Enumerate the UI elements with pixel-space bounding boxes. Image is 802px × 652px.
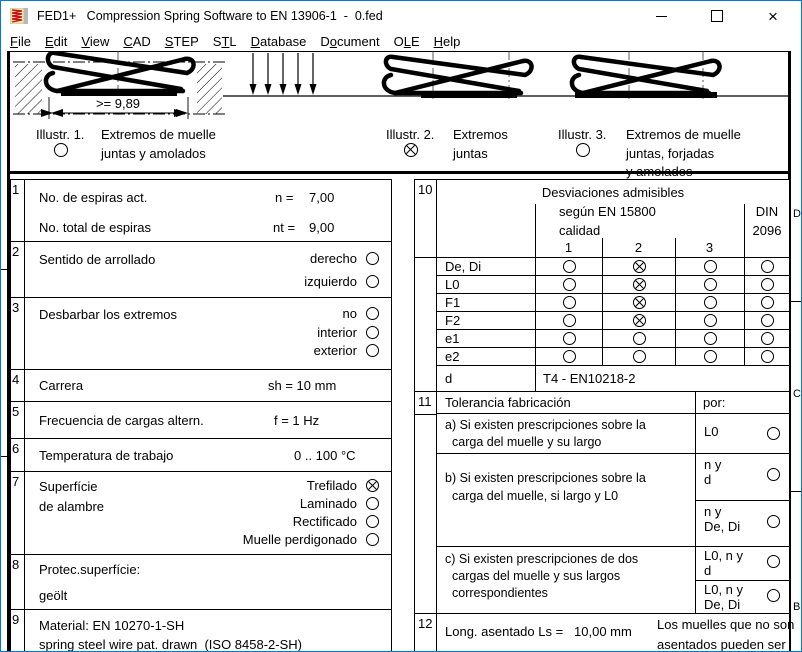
section-2: [11, 242, 391, 298]
deviation-cell: [602, 258, 675, 275]
illustr-3-radio[interactable]: [576, 143, 590, 157]
deviation-radio-e2-q2[interactable]: [633, 350, 646, 363]
illustr-3-line1: Extremos de muelle: [626, 127, 741, 142]
option-interior-label: interior: [317, 325, 357, 340]
deviation-row-f2: [437, 312, 789, 330]
window-title: FED1+ Compression Spring Software to EN 13906-1 - 0.fed: [37, 9, 383, 23]
deviation-radio-e2-din[interactable]: [761, 350, 774, 363]
row-a-line1: a) Si existen prescripciones sobre la: [445, 418, 646, 432]
illustr-1-line2: juntas y amolados: [101, 146, 206, 161]
deviation-cell: [744, 348, 789, 365]
section-7-number: 7: [11, 472, 25, 554]
section-3: [11, 298, 391, 370]
section-8-number: 8: [11, 555, 25, 609]
section-2-number: 2: [11, 242, 25, 297]
app-icon: [10, 8, 28, 24]
deviation-row-label: F1: [445, 295, 461, 310]
deviation-radio-l0-q3[interactable]: [704, 278, 717, 291]
menu-bar: [3, 31, 801, 51]
option-interior-radio[interactable]: [366, 326, 379, 339]
deviation-cell: [675, 330, 744, 347]
working-temperature-label: Temperatura de trabajo: [39, 448, 174, 463]
option-no-label: no: [342, 306, 357, 321]
deviation-radio-f2-q2[interactable]: [633, 314, 646, 327]
menu-help[interactable]: Help: [433, 33, 461, 49]
surface-protection-value: geölt: [39, 588, 68, 603]
row-a-line2: carga del muelle y su largo: [452, 435, 602, 449]
deviation-radio-f1-q2[interactable]: [633, 296, 646, 309]
deviation-radio-dedi-q3[interactable]: [704, 260, 717, 273]
menu-step[interactable]: STEP: [164, 33, 199, 49]
row-c-cell1-line1: L0, n y: [704, 548, 744, 563]
deviation-cell: [535, 276, 602, 293]
deviation-radio-e1-q1[interactable]: [563, 332, 576, 345]
section-11-number: 11: [415, 394, 436, 415]
frame-tick: [1, 456, 7, 457]
section-9-number: 9: [11, 610, 25, 652]
deviation-radio-f1-din[interactable]: [761, 296, 774, 309]
deviation-radio-e1-q2[interactable]: [633, 332, 646, 345]
title-bar[interactable]: [1, 1, 801, 31]
menu-cad[interactable]: CAD: [123, 33, 151, 49]
row-c-line2: cargas del muelle y sus largos: [452, 569, 621, 583]
section-11: [415, 392, 789, 614]
surface-protection-label: Protec.superfície:: [39, 562, 141, 577]
section-8: [11, 555, 391, 610]
deviation-radio-e1-q3[interactable]: [704, 332, 717, 345]
option-exterior-label: exterior: [313, 343, 357, 358]
deviation-cell: [602, 348, 675, 365]
quality-col-3: 3: [705, 240, 714, 255]
deviation-cell: [744, 276, 789, 293]
section-10: [415, 180, 789, 392]
total-coils-label: No. total de espiras: [39, 220, 152, 235]
deviation-row-label: L0: [445, 277, 460, 292]
deviation-row-e2: [437, 348, 789, 366]
row-c-line1: c) Si existen prescripciones de dos: [445, 552, 639, 566]
load-arrows: [250, 53, 317, 95]
option-izquierdo-label: izquierdo: [304, 274, 357, 289]
material-line2: spring steel wire pat. drawn (ISO 8458-2-SH): [39, 637, 302, 652]
menu-document[interactable]: Document: [320, 33, 380, 49]
illustr-2-line1: Extremos: [453, 127, 508, 142]
set-length-note-2: asentados pueden ser: [657, 637, 786, 652]
zone-letter-d: D: [793, 208, 801, 220]
deviation-cell: [602, 276, 675, 293]
row-b-cell1-line2: d: [704, 472, 712, 487]
dimension-label: >= 9,89: [95, 96, 141, 111]
section-9: [11, 610, 391, 652]
left-panel: [10, 179, 392, 651]
section-4: [11, 370, 391, 402]
row-b-cell1-line1: n y: [704, 457, 722, 472]
tolerance-header: Tolerancia fabricación: [445, 395, 571, 410]
row-a-cell-label: L0: [704, 424, 719, 439]
por-label: por:: [703, 395, 726, 410]
deviation-cell: [675, 294, 744, 311]
option-perdigonado-radio[interactable]: [366, 533, 379, 546]
deviation-table-rows: [437, 258, 789, 366]
illustr-2-line2: juntas: [453, 146, 488, 161]
close-button[interactable]: [745, 1, 801, 31]
d-row-label: d: [445, 371, 453, 386]
section-6-number: 6: [11, 439, 25, 471]
deviation-cell: [535, 312, 602, 329]
row-a-radio[interactable]: [767, 427, 780, 440]
din-label-1: DIN: [755, 204, 779, 219]
row-b-radio-2[interactable]: [767, 515, 780, 528]
deviation-row-label: e2: [445, 349, 460, 364]
deviation-radio-f1-q1[interactable]: [563, 296, 576, 309]
illustr-1-radio[interactable]: [54, 143, 68, 157]
deviation-cell: [535, 330, 602, 347]
option-izquierdo-radio[interactable]: [366, 275, 379, 288]
option-no-radio[interactable]: [366, 307, 379, 320]
close-icon: ×: [768, 6, 778, 26]
quality-col-2: 2: [634, 240, 643, 255]
row-c-radio-1[interactable]: [767, 555, 780, 568]
total-coils-symbol: nt =: [273, 220, 296, 235]
right-panel: [414, 179, 795, 652]
stroke-label: Carrera: [39, 378, 84, 393]
spring-3: [572, 57, 720, 95]
deviation-cell: [744, 294, 789, 311]
tolerance-row-b: [437, 454, 789, 547]
deviation-radio-f1-q3[interactable]: [704, 296, 717, 309]
section-12: [415, 614, 795, 652]
option-derecho-label: derecho: [310, 251, 357, 266]
frame-tick: [791, 301, 801, 302]
menu-ole[interactable]: OLE: [393, 33, 420, 49]
deviation-cell: [675, 258, 744, 275]
option-perdigonado-label: Muelle perdigonado: [242, 532, 357, 547]
working-temperature-value: 0 .. 100 °C: [294, 448, 356, 463]
deviation-radio-dedi-q1[interactable]: [563, 260, 576, 273]
row-c-radio-2[interactable]: [767, 589, 780, 602]
din-label-2: 2096: [752, 223, 782, 238]
menu-file[interactable]: File: [10, 33, 31, 49]
deviation-row-f1: [437, 294, 789, 312]
illustr-1-caption: Illustr. 1.: [36, 127, 85, 142]
deviation-quality-label: calidad: [559, 223, 601, 238]
deviation-radio-e2-q3[interactable]: [704, 350, 717, 363]
deviation-cell: [744, 258, 789, 275]
row-c-line3: correspondientes: [452, 586, 548, 600]
illustr-1-line1: Extremos de muelle: [101, 127, 216, 142]
section-10-number: 10: [415, 182, 436, 258]
deviation-cell: [744, 330, 789, 347]
zone-letter-c: C: [793, 388, 801, 400]
deviation-radio-l0-q2[interactable]: [633, 278, 646, 291]
deviation-radio-f2-q3[interactable]: [704, 314, 717, 327]
total-coils-value: 9,00: [309, 220, 335, 235]
active-coils-value: 7,00: [309, 190, 335, 205]
d-row-value: T4 - EN10218-2: [543, 371, 636, 386]
deviation-radio-f2-din[interactable]: [761, 314, 774, 327]
maximize-button[interactable]: [689, 1, 745, 31]
option-rectificado-label: Rectificado: [292, 514, 357, 529]
option-laminado-radio[interactable]: [366, 497, 379, 510]
section-7: [11, 472, 391, 555]
row-c-cell2-line1: L0, n y: [704, 582, 744, 597]
illustr-3-line2: juntas, forjadas: [626, 146, 715, 161]
menu-stl[interactable]: STL: [212, 33, 237, 49]
menu-edit[interactable]: Edit: [44, 33, 68, 49]
spring-1: [46, 53, 194, 93]
row-b-line2: carga del muelle, si largo y L0: [452, 489, 619, 503]
deviation-standard: según EN 15800: [559, 204, 656, 219]
deviation-radio-f2-q1[interactable]: [563, 314, 576, 327]
winding-direction-label: Sentido de arrollado: [39, 252, 156, 267]
illustr-3-caption: Illustr. 3.: [558, 127, 607, 142]
active-coils-label: No. de espiras act.: [39, 190, 148, 205]
deviation-title: Desviaciones admisibles: [541, 185, 685, 200]
deviation-radio-dedi-din[interactable]: [761, 260, 774, 273]
deviation-row-label: e1: [445, 331, 460, 346]
wire-surface-label-1: Superfície: [39, 479, 98, 494]
frame-tick: [791, 491, 801, 492]
minimize-icon: [656, 16, 667, 17]
section-5-number: 5: [11, 402, 25, 438]
tolerance-row-c: [437, 547, 789, 614]
deviation-cell: [602, 312, 675, 329]
option-laminado-label: Laminado: [299, 496, 357, 511]
hatch-wall-right: [197, 64, 222, 114]
row-b-radio-1[interactable]: [767, 468, 780, 481]
deviation-radio-l0-din[interactable]: [761, 278, 774, 291]
option-rectificado-radio[interactable]: [366, 515, 379, 528]
active-coils-symbol: n =: [275, 190, 294, 205]
frame-divider-line: [7, 171, 791, 174]
menu-view[interactable]: View: [81, 33, 110, 49]
section-3-number: 3: [11, 298, 25, 369]
spring-2: [384, 57, 532, 95]
deviation-cell: [602, 294, 675, 311]
section-6: [11, 439, 391, 472]
set-length-label: Long. asentado Ls = 10,00 mm: [445, 624, 632, 639]
deviation-cell: [602, 330, 675, 347]
deburr-ends-label: Desbarbar los extremos: [39, 307, 177, 322]
wire-surface-label-2: de alambre: [39, 499, 105, 514]
menu-database[interactable]: Database: [250, 33, 307, 49]
deviation-row-label: De, Di: [445, 259, 482, 274]
stroke-value: sh = 10 mm: [268, 378, 337, 393]
section-12-number: 12: [415, 614, 437, 652]
section-1-number: 1: [11, 180, 25, 241]
zone-letter-b: B: [793, 601, 801, 613]
option-trefilado-radio[interactable]: [366, 479, 379, 492]
row-c-cell2-line2: De, Di: [704, 597, 741, 612]
deviation-cell: [535, 348, 602, 365]
row-c-cell1-line2: d: [704, 563, 712, 578]
illustr-2-radio[interactable]: [404, 143, 418, 157]
deviation-radio-dedi-q2[interactable]: [633, 260, 646, 273]
material-line1: Material: EN 10270-1-SH: [39, 618, 185, 633]
deviation-radio-l0-q1[interactable]: [563, 278, 576, 291]
deviation-cell: [675, 312, 744, 329]
section-5: [11, 402, 391, 439]
deviation-radio-e2-q1[interactable]: [563, 350, 576, 363]
deviation-cell: [535, 258, 602, 275]
deviation-cell: [744, 312, 789, 329]
frame-tick: [1, 269, 7, 270]
frequency-label: Frecuencia de cargas altern.: [39, 413, 204, 428]
deviation-cell: [675, 348, 744, 365]
option-exterior-radio[interactable]: [366, 344, 379, 357]
deviation-cell: [675, 276, 744, 293]
deviation-radio-e1-din[interactable]: [761, 332, 774, 345]
minimize-button[interactable]: [633, 1, 689, 31]
illustr-2-caption: Illustr. 2.: [386, 127, 435, 142]
maximize-icon: [711, 10, 723, 22]
row-b-line1: b) Si existen prescripciones sobre la: [445, 471, 646, 485]
option-trefilado-label: Trefilado: [306, 478, 357, 493]
section-4-number: 4: [11, 370, 25, 401]
option-derecho-radio[interactable]: [366, 252, 379, 265]
quality-col-1: 1: [564, 240, 573, 255]
frequency-value: f = 1 Hz: [274, 413, 320, 428]
deviation-row-label: F2: [445, 313, 461, 328]
deviation-cell: [535, 294, 602, 311]
set-length-note-1: Los muelles que no son: [657, 617, 795, 632]
deviation-row-e1: [437, 330, 789, 348]
deviation-row-dedi: [437, 258, 789, 276]
section-1: [11, 180, 391, 242]
hatch-wall-left: [15, 64, 42, 114]
row-b-cell2-line1: n y: [704, 504, 722, 519]
deviation-row-l0: [437, 276, 789, 294]
tolerance-row-a: [437, 414, 789, 454]
row-b-cell2-line2: De, Di: [704, 519, 741, 534]
